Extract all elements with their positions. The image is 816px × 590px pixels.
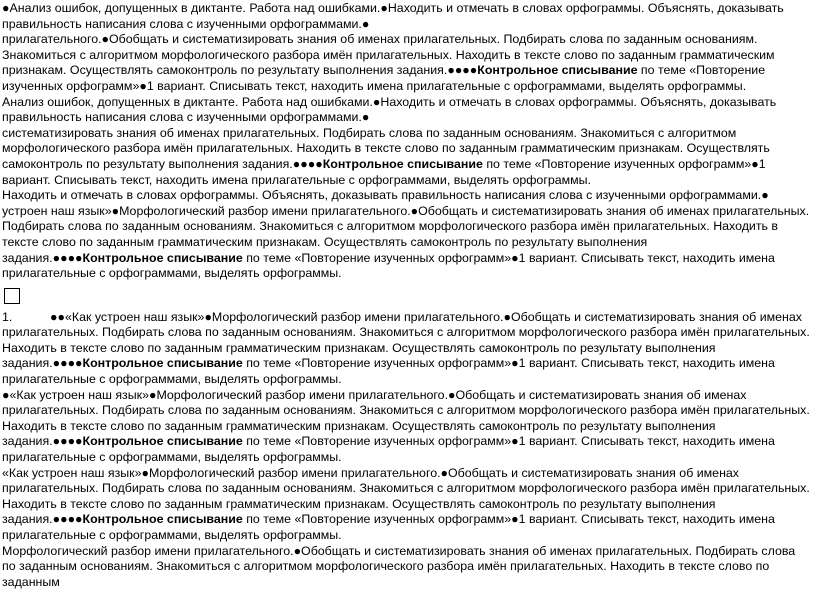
- paragraph-group-bottom: [2, 388, 812, 590]
- text-run: ●Анализ ошибок, допущенных в диктанте. Работа над ошибками.●Находить и отмечать в словах орфограммы. Объяснять, доказывать правильность написания слова с изученными орфограммами.●: [2, 1, 784, 31]
- list-item-text: [2, 310, 810, 386]
- text-run: Анализ ошибок, допущенных в диктанте. Работа над ошибками.●Находить и отмечать в словах орфограммы. Объяснять, доказывать правильность написания слова с изученными орфограммами.●: [2, 94, 777, 125]
- text-run: ●●«Как устроен наш язык»●Морфологический разбор имени прилагательного.●Обобщать и систематизировать знания об именах прилагательных. Подбирать слова по заданным основаниям. Знакомиться с алгоритмом морфологического разбора имён прилагательных. Находить в тексте слово по заданным грамматическим признакам. Осуществлять самоконтроль по результату выполнения задания.●●●●: [2, 309, 810, 371]
- text-run: по теме «Повторение изученных орфограмм»●1 вариант. Списывать текст, находить имена прилагательные с орфограммами, выделять орфограммы.: [2, 356, 775, 387]
- text-run: систематизировать знания об именах прилагательных. Подбирать слова по заданным основаниям. Знакомиться с алгоритмом морфологического разбора имён прилагательных. Находить в тексте слово по заданным грамматическим признакам. Осуществлять самоконтроль по результату выполнения задания.●●●●: [2, 125, 770, 171]
- bold-run: Контрольное списывание: [82, 250, 243, 265]
- text-run: ●«Как устроен наш язык»●Морфологический разбор имени прилагательного.●Обобщать и систематизировать знания об именах прилагательных. Подбирать слова по заданным основаниям. Знакомиться с алгоритмом морфологического разбора имён прилагательных. Находить в тексте слово по заданным грамматическим признакам. Осуществлять самоконтроль по результату выполнения задания.●●●●: [2, 387, 810, 449]
- paragraph-group-top: [2, 1, 812, 282]
- bold-run: Контрольное списывание: [477, 63, 638, 78]
- paragraph: [2, 544, 812, 590]
- text-run: Находить и отмечать в словах орфограммы. Объяснять, доказывать правильность написания слова с изученными орфограммами.●: [2, 188, 769, 203]
- numbered-list-item: [2, 310, 812, 388]
- paragraph: [2, 188, 812, 204]
- bold-run: Контрольное списывание: [82, 434, 243, 449]
- paragraph: [2, 388, 812, 466]
- list-number: 1.: [2, 309, 13, 324]
- bold-run: Контрольное списывание: [82, 512, 243, 527]
- paragraph: [2, 32, 812, 94]
- paragraph: [2, 1, 812, 32]
- text-run: прилагательного.●Обобщать и систематизировать знания об именах прилагательных. Подбирать слова по заданным основаниям. Знакомиться с алгоритмом морфологического разбора имён прилагательных. Находить в тексте слово по заданным грамматическим признакам. Осуществлять самоконтроль по результату выполнения задания.●●●●: [2, 32, 775, 78]
- document-page: [2, 1, 812, 590]
- paragraph: [2, 204, 812, 282]
- text-run: устроен наш язык»●Морфологический разбор имени прилагательного.●Обобщать и систематизировать знания об именах прилагательных. Подбирать слова по заданным основаниям. Знакомиться с алгоритмом морфологического разбора имён прилагательных. Находить в тексте слово по заданным грамматическим признакам. Осуществлять самоконтроль по результату выполнения задания.●●●●: [2, 203, 810, 265]
- bold-run: Контрольное списывание: [322, 156, 483, 171]
- text-run: по теме «Повторение изученных орфограмм»●1 вариант. Списывать текст, находить имена прилагательные с орфограммами, выделять орфограммы.: [2, 250, 775, 281]
- text-run: Морфологический разбор имени прилагательного.●Обобщать и систематизировать знания об именах прилагательных. Подбирать слова по заданным основаниям. Знакомиться с алгоритмом морфологического разбора имён прилагательных. Находить в тексте слово по заданным: [2, 543, 796, 589]
- text-run: по теме «Повторение изученных орфограмм»●1 вариант. Списывать текст, находить имена прилагательные с орфограммами, выделять орфограммы.: [2, 434, 775, 465]
- empty-checkbox: [4, 288, 20, 304]
- bold-run: Контрольное списывание: [82, 356, 243, 371]
- text-run: по теме «Повторение изученных орфограмм»●1 вариант. Списывать текст, находить имена прилагательные с орфограммами, выделять орфограммы.: [2, 156, 766, 187]
- text-run: по теме «Повторение изученных орфограмм»●1 вариант. Списывать текст, находить имена прилагательные с орфограммами, выделять орфограммы.: [2, 512, 775, 542]
- paragraph: [2, 126, 812, 188]
- text-run: по теме «Повторение изученных орфограмм»●1 вариант. Списывать текст, находить имена прилагательные с орфограммами, выделять орфограммы.: [2, 63, 766, 93]
- paragraph: [2, 95, 812, 126]
- text-run: «Как устроен наш язык»●Морфологический разбор имени прилагательного.●Обобщать и систематизировать знания об именах прилагательных. Подбирать слова по заданным основаниям. Знакомиться с алгоритмом морфологического разбора имён прилагательных. Находить в тексте слово по заданным грамматическим признакам. Осуществлять самоконтроль по результату выполнения задания.●●●●: [2, 465, 810, 527]
